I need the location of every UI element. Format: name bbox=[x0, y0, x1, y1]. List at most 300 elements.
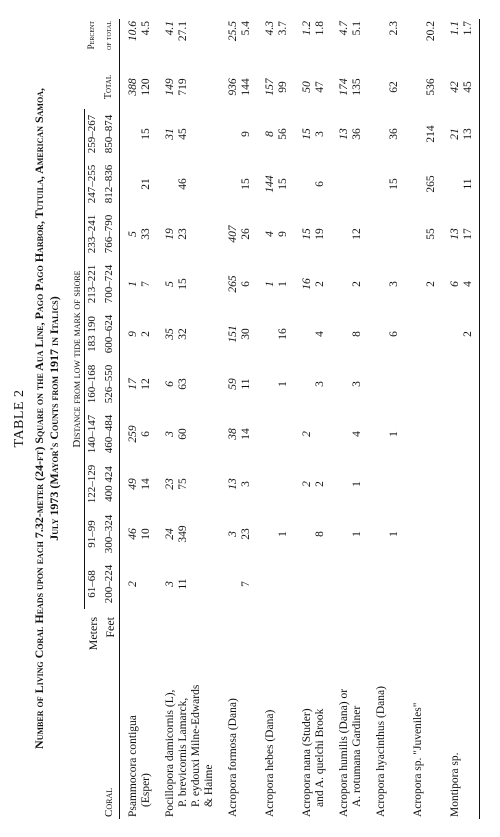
count-1973: 1 bbox=[276, 281, 289, 287]
total-1917: 157 bbox=[263, 78, 276, 96]
total-cell bbox=[257, 65, 294, 109]
count-cell bbox=[119, 109, 157, 159]
count-1973 bbox=[462, 511, 475, 557]
count-1973 bbox=[425, 411, 438, 457]
count-1973 bbox=[425, 561, 438, 607]
count-cell bbox=[442, 159, 480, 209]
count-1973: 7 bbox=[139, 281, 152, 287]
percent-cell bbox=[405, 19, 442, 65]
percent-1973: 5.4 bbox=[239, 21, 252, 36]
percent-1973: 3.7 bbox=[276, 21, 289, 36]
count-1917: 17 bbox=[126, 378, 139, 390]
count-cell bbox=[257, 459, 294, 509]
feet-label: Feet bbox=[102, 609, 120, 728]
count-cell bbox=[257, 359, 294, 409]
coral-species-name bbox=[368, 609, 405, 819]
total-1973: 719 bbox=[176, 78, 189, 96]
count-1973: 8 bbox=[313, 531, 326, 537]
percent-1917: 1.2 bbox=[300, 21, 313, 36]
count-1973 bbox=[351, 161, 364, 207]
count-1973: 11 bbox=[461, 178, 474, 190]
count-1917: 15 bbox=[300, 228, 313, 240]
count-1917: 13 bbox=[226, 478, 239, 490]
count-1973 bbox=[425, 311, 438, 357]
count-cell bbox=[294, 209, 331, 259]
count-cell bbox=[405, 309, 442, 359]
total-1917: 50 bbox=[300, 81, 313, 93]
count-cell bbox=[157, 209, 220, 259]
percent-1917: 25.5 bbox=[226, 21, 239, 42]
count-1917: 49 bbox=[126, 478, 139, 490]
count-1973: 15 bbox=[276, 178, 289, 190]
count-1973: 214 bbox=[424, 125, 437, 143]
table-row bbox=[368, 19, 405, 819]
count-1917 bbox=[301, 361, 314, 407]
count-cell bbox=[442, 259, 480, 309]
count-cell bbox=[331, 259, 368, 309]
total-cell bbox=[294, 65, 331, 109]
species-name-line: P. eydouxi Milne-Edwards bbox=[189, 684, 202, 807]
meters-range: 61–68 bbox=[86, 570, 98, 598]
count-1917 bbox=[375, 511, 388, 557]
count-1917 bbox=[412, 561, 425, 607]
distance-header: Distance from low tide mark of shore bbox=[70, 109, 85, 609]
table-row bbox=[294, 19, 331, 819]
count-1917 bbox=[449, 411, 462, 457]
count-1973: 12 bbox=[350, 228, 363, 240]
count-1917: 2 bbox=[300, 481, 313, 487]
total-cell bbox=[119, 65, 157, 109]
meters-label: Meters bbox=[85, 617, 100, 651]
meters-range: 183 190 bbox=[86, 316, 98, 352]
count-cell bbox=[405, 559, 442, 609]
count-cell bbox=[119, 509, 157, 559]
coral-species-name bbox=[331, 609, 368, 819]
count-1973 bbox=[462, 411, 475, 457]
total-1973: 45 bbox=[461, 81, 474, 93]
count-cell bbox=[220, 259, 257, 309]
count-1917: 3 bbox=[163, 581, 176, 587]
count-1973 bbox=[462, 461, 475, 507]
count-1973 bbox=[277, 461, 290, 507]
count-1973: 13 bbox=[461, 128, 474, 140]
meters-range: 213–221 bbox=[86, 264, 98, 304]
count-1917 bbox=[375, 111, 388, 157]
count-1973: 14 bbox=[239, 428, 252, 440]
count-cell bbox=[368, 559, 405, 609]
count-1917 bbox=[375, 411, 388, 457]
count-1917 bbox=[227, 161, 240, 207]
total-1973: 47 bbox=[313, 81, 326, 93]
count-cell bbox=[405, 159, 442, 209]
count-1973: 349 bbox=[176, 525, 189, 543]
table-title: Number of Living Coral Heads upon each 7.32-meter (24-ft) Square on the Aua Line, Pago Pago Harbor, Tutuila, American Samoa, bbox=[32, 88, 46, 749]
count-1917: 3 bbox=[226, 531, 239, 537]
count-1973: 1 bbox=[350, 481, 363, 487]
count-1973: 17 bbox=[461, 228, 474, 240]
count-cell bbox=[331, 509, 368, 559]
count-cell bbox=[257, 109, 294, 159]
percent-1973: 1.7 bbox=[461, 21, 474, 36]
count-cell bbox=[157, 559, 220, 609]
count-1917: 31 bbox=[163, 128, 176, 140]
percent-cell bbox=[294, 19, 331, 65]
count-cell bbox=[442, 109, 480, 159]
count-1917 bbox=[412, 411, 425, 457]
count-cell bbox=[119, 309, 157, 359]
count-cell bbox=[331, 159, 368, 209]
count-1917: 19 bbox=[163, 228, 176, 240]
percent-cell bbox=[157, 19, 220, 65]
count-1973: 55 bbox=[424, 228, 437, 240]
count-cell bbox=[331, 459, 368, 509]
count-1973: 12 bbox=[139, 378, 152, 390]
percent-1973: 2.3 bbox=[387, 21, 400, 36]
count-1917 bbox=[375, 561, 388, 607]
total-1917 bbox=[375, 67, 388, 107]
count-cell bbox=[220, 509, 257, 559]
species-name-line: Psammocora contigua bbox=[126, 715, 139, 817]
count-cell bbox=[294, 459, 331, 509]
count-1973: 36 bbox=[387, 128, 400, 140]
count-1917: 23 bbox=[163, 478, 176, 490]
count-1917 bbox=[412, 161, 425, 207]
count-1973: 56 bbox=[276, 128, 289, 140]
count-cell bbox=[220, 459, 257, 509]
count-1973: 45 bbox=[176, 128, 189, 140]
count-1917: 15 bbox=[300, 128, 313, 140]
count-cell bbox=[257, 159, 294, 209]
count-cell bbox=[157, 109, 220, 159]
count-cell bbox=[368, 359, 405, 409]
count-1973: 3 bbox=[350, 381, 363, 387]
count-1973: 19 bbox=[313, 228, 326, 240]
count-cell bbox=[368, 509, 405, 559]
count-1917 bbox=[338, 461, 351, 507]
count-cell bbox=[257, 409, 294, 459]
count-cell bbox=[119, 409, 157, 459]
count-1917 bbox=[412, 311, 425, 357]
count-cell bbox=[405, 409, 442, 459]
species-name-line: Pocillopora damicornis (L), bbox=[163, 689, 176, 817]
count-1973: 36 bbox=[350, 128, 363, 140]
count-cell bbox=[220, 409, 257, 459]
count-1917 bbox=[338, 561, 351, 607]
count-1973: 23 bbox=[239, 528, 252, 540]
coral-species-name bbox=[405, 609, 442, 819]
count-cell bbox=[257, 209, 294, 259]
count-1973: 15 bbox=[239, 178, 252, 190]
count-1917 bbox=[449, 561, 462, 607]
count-cell bbox=[157, 359, 220, 409]
count-1973 bbox=[140, 561, 153, 607]
count-cell bbox=[368, 409, 405, 459]
count-1917 bbox=[227, 561, 240, 607]
count-1973: 23 bbox=[176, 228, 189, 240]
count-cell bbox=[119, 559, 157, 609]
count-cell bbox=[257, 509, 294, 559]
coral-species-name bbox=[157, 609, 220, 819]
species-name-line: Acropora sp. "Juveniles" bbox=[411, 702, 424, 817]
total-1973: 120 bbox=[139, 78, 152, 96]
count-cell bbox=[442, 409, 480, 459]
table-label: TABLE 2 bbox=[12, 389, 27, 448]
count-cell bbox=[157, 509, 220, 559]
count-cell bbox=[331, 109, 368, 159]
count-cell bbox=[220, 309, 257, 359]
count-cell bbox=[368, 109, 405, 159]
count-1917: 16 bbox=[300, 278, 313, 290]
count-1917: 9 bbox=[126, 331, 139, 337]
percent-cell bbox=[442, 19, 480, 65]
count-1917: 2 bbox=[126, 581, 139, 587]
count-1973: 2 bbox=[424, 281, 437, 287]
count-1973: 4 bbox=[461, 281, 474, 287]
count-1917: 8 bbox=[263, 131, 276, 137]
coral-species-name bbox=[119, 609, 157, 819]
species-name-line: Acropora formosa (Dana) bbox=[226, 698, 239, 817]
count-1973 bbox=[425, 461, 438, 507]
species-name-line: Montipora sp. bbox=[448, 752, 461, 817]
count-1973 bbox=[388, 561, 401, 607]
coral-column-header: Coral bbox=[102, 728, 120, 819]
count-cell bbox=[405, 259, 442, 309]
count-1973: 21 bbox=[139, 178, 152, 190]
feet-range: 700–724 bbox=[102, 259, 120, 309]
count-cell bbox=[442, 209, 480, 259]
count-1917: 59 bbox=[226, 378, 239, 390]
count-cell bbox=[331, 359, 368, 409]
count-1973 bbox=[388, 461, 401, 507]
count-1917 bbox=[412, 211, 425, 257]
count-cell bbox=[294, 309, 331, 359]
count-1973: 3 bbox=[313, 381, 326, 387]
count-1973: 4 bbox=[350, 431, 363, 437]
count-cell bbox=[442, 459, 480, 509]
count-1973 bbox=[351, 561, 364, 607]
count-1973 bbox=[462, 361, 475, 407]
count-1917: 407 bbox=[226, 225, 239, 243]
count-cell bbox=[368, 259, 405, 309]
count-1973: 33 bbox=[139, 228, 152, 240]
total-1917: 936 bbox=[226, 78, 239, 96]
total-1973: 144 bbox=[239, 78, 252, 96]
count-1973: 6 bbox=[239, 281, 252, 287]
table-row bbox=[257, 19, 294, 819]
count-cell bbox=[257, 309, 294, 359]
percent-1917 bbox=[375, 21, 388, 63]
count-1917: 5 bbox=[163, 281, 176, 287]
count-1917 bbox=[301, 561, 314, 607]
species-name-line: A. rotumana Gardiner bbox=[350, 705, 363, 807]
percent-1917: 4.1 bbox=[163, 21, 176, 36]
count-1973 bbox=[277, 561, 290, 607]
coral-species-name bbox=[220, 609, 257, 819]
count-cell bbox=[331, 209, 368, 259]
count-1917 bbox=[127, 111, 140, 157]
count-1917 bbox=[412, 461, 425, 507]
count-1973: 3 bbox=[239, 481, 252, 487]
total-cell bbox=[405, 65, 442, 109]
count-1973 bbox=[388, 361, 401, 407]
total-1973: 99 bbox=[276, 81, 289, 93]
count-1973 bbox=[425, 361, 438, 407]
count-1973 bbox=[388, 211, 401, 257]
count-cell bbox=[157, 259, 220, 309]
count-1973: 10 bbox=[139, 528, 152, 540]
count-1917: 6 bbox=[163, 381, 176, 387]
count-1917 bbox=[338, 161, 351, 207]
meters-range: 122–129 bbox=[86, 464, 98, 504]
count-cell bbox=[294, 109, 331, 159]
count-cell bbox=[157, 409, 220, 459]
count-1917: 151 bbox=[226, 325, 239, 343]
count-1973: 11 bbox=[176, 578, 189, 590]
feet-range: 460–484 bbox=[102, 409, 120, 459]
meters-range: 91–99 bbox=[86, 520, 98, 548]
count-1917 bbox=[227, 111, 240, 157]
count-cell bbox=[294, 509, 331, 559]
count-1973: 15 bbox=[139, 128, 152, 140]
count-cell bbox=[405, 359, 442, 409]
count-cell bbox=[220, 109, 257, 159]
count-1917: 38 bbox=[226, 428, 239, 440]
count-1917: 13 bbox=[448, 228, 461, 240]
count-1917: 2 bbox=[300, 431, 313, 437]
count-1973: 1 bbox=[387, 431, 400, 437]
table-row bbox=[442, 19, 480, 819]
coral-species-name bbox=[257, 609, 294, 819]
species-name-line: & Haime bbox=[202, 764, 215, 807]
percent-cell bbox=[257, 19, 294, 65]
meters-range: 233–241 bbox=[86, 214, 98, 254]
count-1917 bbox=[375, 161, 388, 207]
count-1917 bbox=[449, 461, 462, 507]
table-body bbox=[119, 19, 479, 819]
count-cell bbox=[119, 259, 157, 309]
percent-header-line2: of total bbox=[102, 19, 120, 65]
count-1917 bbox=[449, 311, 462, 357]
count-1973: 11 bbox=[239, 378, 252, 390]
count-1973: 1 bbox=[350, 531, 363, 537]
species-name-line: Acropora humilis (Dana) or bbox=[337, 688, 350, 817]
count-1973: 60 bbox=[176, 428, 189, 440]
count-1917 bbox=[375, 461, 388, 507]
count-cell bbox=[220, 359, 257, 409]
count-1917: 13 bbox=[337, 128, 350, 140]
count-1917 bbox=[264, 511, 277, 557]
percent-cell bbox=[220, 19, 257, 65]
feet-range: 850–874 bbox=[102, 109, 120, 159]
count-1973 bbox=[425, 511, 438, 557]
percent-cell bbox=[331, 19, 368, 65]
meters-range: 160–168 bbox=[86, 364, 98, 404]
coral-species-name bbox=[442, 609, 480, 819]
feet-range: 600–624 bbox=[102, 309, 120, 359]
percent-1917: 4.3 bbox=[263, 21, 276, 36]
count-1973: 6 bbox=[387, 331, 400, 337]
table-subtitle: July 1973 (Mayor's Counts from 1917 in Italics) bbox=[47, 296, 61, 541]
count-1973: 46 bbox=[176, 178, 189, 190]
count-1973: 265 bbox=[424, 175, 437, 193]
count-1917: 21 bbox=[448, 128, 461, 140]
count-1917 bbox=[449, 161, 462, 207]
count-1973: 4 bbox=[313, 331, 326, 337]
count-cell bbox=[157, 159, 220, 209]
percent-cell bbox=[119, 19, 157, 65]
count-1917 bbox=[412, 111, 425, 157]
species-name-line: Acropora hyacinthus (Dana) bbox=[374, 686, 387, 817]
count-1917: 5 bbox=[126, 231, 139, 237]
count-1917 bbox=[264, 411, 277, 457]
count-1917: 35 bbox=[163, 328, 176, 340]
meters-range: 247–255 bbox=[86, 164, 98, 204]
feet-range: 300–324 bbox=[102, 509, 120, 559]
total-cell bbox=[331, 65, 368, 109]
total-cell bbox=[442, 65, 480, 109]
total-cell bbox=[368, 65, 405, 109]
count-cell bbox=[368, 209, 405, 259]
table-row bbox=[157, 19, 220, 819]
count-cell bbox=[368, 459, 405, 509]
count-cell bbox=[368, 309, 405, 359]
count-cell bbox=[405, 459, 442, 509]
count-1973: 26 bbox=[239, 228, 252, 240]
count-1973: 30 bbox=[239, 328, 252, 340]
total-1917: 42 bbox=[448, 81, 461, 93]
count-cell bbox=[119, 359, 157, 409]
count-cell bbox=[442, 309, 480, 359]
count-1973: 15 bbox=[387, 178, 400, 190]
count-1917: 6 bbox=[448, 281, 461, 287]
count-1917 bbox=[375, 361, 388, 407]
total-1917: 388 bbox=[126, 78, 139, 96]
coral-count-table bbox=[70, 19, 480, 819]
total-1917: 149 bbox=[163, 78, 176, 96]
count-cell bbox=[119, 159, 157, 209]
count-1917 bbox=[264, 361, 277, 407]
count-1917 bbox=[375, 311, 388, 357]
count-cell bbox=[405, 109, 442, 159]
count-cell bbox=[442, 359, 480, 409]
count-cell bbox=[119, 209, 157, 259]
meters-header-row bbox=[85, 19, 102, 819]
count-1917: 144 bbox=[263, 175, 276, 193]
count-cell bbox=[405, 509, 442, 559]
feet-range: 400 424 bbox=[102, 459, 120, 509]
count-1973: 2 bbox=[461, 331, 474, 337]
feet-range: 200–224 bbox=[102, 559, 120, 609]
count-cell bbox=[220, 209, 257, 259]
count-cell bbox=[294, 559, 331, 609]
count-1917 bbox=[127, 161, 140, 207]
count-1973: 6 bbox=[139, 431, 152, 437]
count-1973 bbox=[462, 561, 475, 607]
table-row bbox=[220, 19, 257, 819]
total-1973: 536 bbox=[424, 78, 437, 96]
count-1973: 8 bbox=[350, 331, 363, 337]
percent-1973: 20.2 bbox=[424, 21, 437, 42]
percent-1917: 1.1 bbox=[448, 21, 461, 36]
species-name-line: Acropora nana (Studer) bbox=[300, 708, 313, 817]
count-1917 bbox=[264, 561, 277, 607]
count-1973: 3 bbox=[313, 131, 326, 137]
count-1917 bbox=[412, 361, 425, 407]
percent-1917: 4.7 bbox=[337, 21, 350, 36]
count-1973: 16 bbox=[276, 328, 289, 340]
species-name-line: and A. quelchi Brook bbox=[313, 708, 326, 807]
count-1917 bbox=[338, 411, 351, 457]
